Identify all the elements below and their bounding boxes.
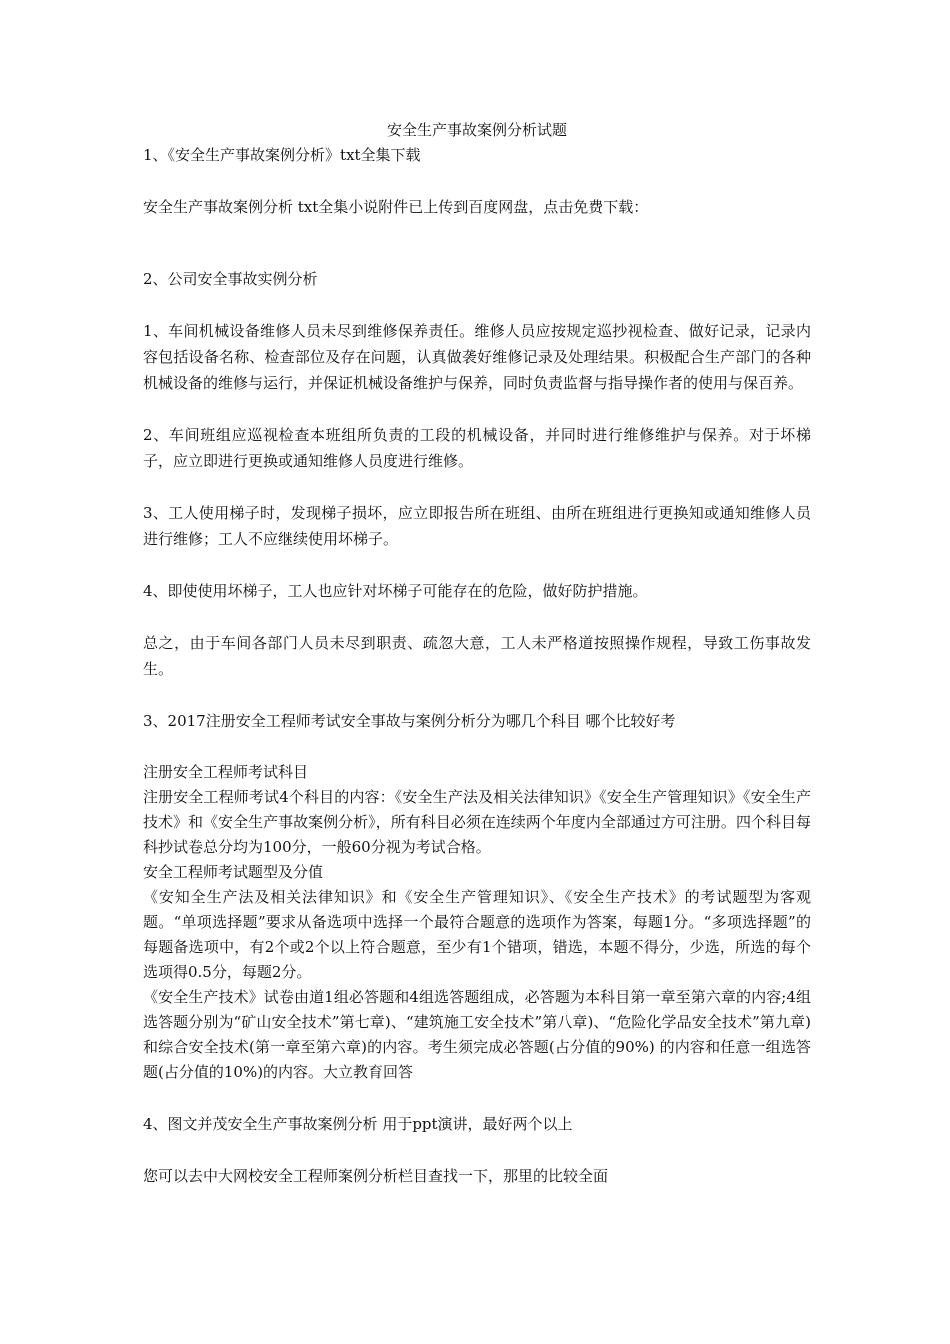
analysis-item-3: 3、工人使用梯子时，发现梯子损坏，应立即报告所在班组、由所在班组进行更换知或通知维修人员进行维修；工人不应继续使用坏梯子。 <box>143 504 811 548</box>
download-paragraph: 安全生产事故案例分析 txt全集小说附件已上传到百度网盘，点击免费下载： <box>143 198 649 216</box>
section-heading-4: 4、图文并茂安全生产事故案例分析 用于ppt演讲，最好两个以上 <box>143 1115 573 1133</box>
analysis-item-2: 2、车间班组应巡视检查本班组所负责的工段的机械设备，并同时进行维修维护与保养。对于坏梯子，应立即进行更换或通知维修人员度进行维修。 <box>143 426 811 470</box>
document-title: 安全生产事故案例分析试题 <box>386 121 567 139</box>
answer-paragraph: 您可以去中大网校安全工程师案例分析栏目查找一下，那里的比较全面 <box>143 1167 609 1185</box>
analysis-item-1: 1、车间机械设备维修人员未尽到维修保养责任。维修人员应按规定巡抄视检查、做好记录，记录内容包括设备名称、检查部位及存在问题，认真做袭好维修记录及处理结果。积极配合生产部门的各种机械设备的维修与运行，并保证机械设备维护与保养，同时负责监督与指导操作者的使用与保百养。 <box>143 322 811 392</box>
section-heading-1: 1、《安全生产事故案例分析》txt全集下载 <box>143 146 421 164</box>
exam-subjects-heading: 注册安全工程师考试科目 <box>143 763 309 781</box>
analysis-item-4: 4、即使使用坏梯子，工人也应针对坏梯子可能存在的危险，做好防护措施。 <box>143 582 648 600</box>
exam-technology-text: 《安全生产技术》试卷由道1组必答题和4组选答题组成，必答题为本科目第一章至第六章的内容;4组选答题分别为“矿山安全技术”第七章)、“建筑施工安全技术”第八章)、“危险化学品安全技术”第九章)和综合安全技术(第一章至第六章)的内容。考生须完成必答题(占分值的90%) 的内容和任意一组选答题(占分值的10%)的内容。大立教育回答 <box>143 988 811 1081</box>
section-heading-3: 3、2017注册安全工程师考试安全事故与案例分析分为哪几个科目 哪个比较好考 <box>143 712 676 730</box>
section-heading-2: 2、公司安全事故实例分析 <box>143 270 318 288</box>
analysis-summary: 总之，由于车间各部门人员未尽到职责、疏忽大意，工人未严格道按照操作规程，导致工伤事故发生。 <box>143 634 811 678</box>
exam-subjects-text: 注册安全工程师考试4个科目的内容：《安全生产法及相关法律知识》《安全生产管理知识》《安全生产技术》和《安全生产事故案例分析》，所有科目必须在连续两个年度内全部通过方可注册。四个科目每科抄试卷总分均为100分，一般60分视为考试合格。 <box>143 788 811 856</box>
exam-types-heading: 安全工程师考试题型及分值 <box>143 863 324 881</box>
document-page <box>143 118 811 1189</box>
exam-types-text: 《安知全生产法及相关法律知识》和《安全生产管理知识》、《安全生产技术》的考试题型为客观题。“单项选择题”要求从备选项中选择一个最符合题意的选项作为答案，每题1分。“多项选择题”的每题备选项中，有2个或2个以上符合题意，至少有1个错项，错选，本题不得分，少选，所选的每个选项得0.5分，每题2分。 <box>143 888 811 981</box>
